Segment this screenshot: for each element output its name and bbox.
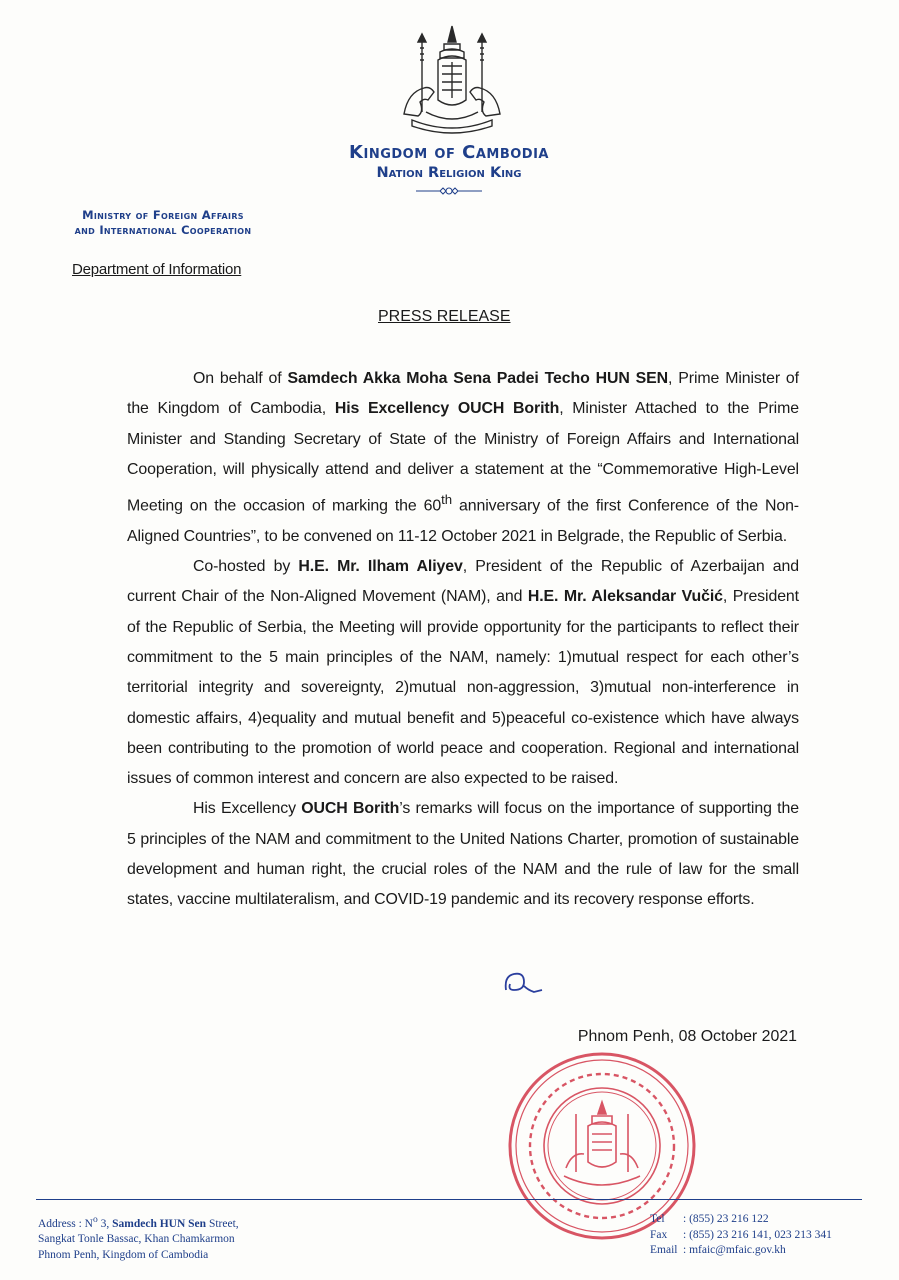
address-line-2: Sangkat Tonle Bassac, Khan Chamkarmon (38, 1233, 235, 1246)
royal-emblem-icon (392, 22, 512, 134)
footer-divider (36, 1199, 862, 1200)
contact-fax: Fax : (855) 23 216 141, 023 213 341 (650, 1228, 832, 1241)
ornament-divider-icon (414, 186, 484, 196)
paragraph-2: Co-hosted by H.E. Mr. Ilham Aliyev, President of the Republic of Azerbaijan and current Chair of the Non-Aligned Movement (NAM), and H.E. Mr. Aleksandar Vučić, President of the Republic of Serbia, the Meeting will provide opportunity for the participants to reflect their commitment to the 5 main principles of the NAM, namely: 1)mutual respect for each other’s territorial integrity and sovereignty, 2)mutual non-aggression, 3)mutual non-interference in domestic affairs, 4)equality and mutual benefit and 5)peaceful co-existence which have always been contributing to the promotion of world peace and cooperation. Regional and international issues of common interest and concern are also expected to be raised. (127, 558, 799, 788)
department-name: Department of Information (72, 261, 242, 278)
paragraph-1: On behalf of Samdech Akka Moha Sena Padei Techo HUN SEN, Prime Minister of the Kingdom of Cambodia, His Excellency OUCH Borith, Minister Attached to the Prime Minister and Standing Secretary of State of the Ministry of Foreign Affairs and International Cooperation, will physically attend and deliver a statement at the “Commemorative High-Level Meeting on the occasion of marking the 60th anniversary of the first Conference of the Non-Aligned Countries”, to be convened on 11-12 October 2021 in Belgrade, the Republic of Serbia. (127, 370, 799, 545)
paragraph-3: His Excellency OUCH Borith’s remarks will focus on the importance of supporting the 5 principles of the NAM and commitment to the United Nations Charter, promotion of sustainable development and human right, the crucial roles of the NAM and the rule of law for the small states, vaccine multilateralism, and COVID-19 pandemic and its recovery response efforts. (127, 800, 799, 909)
national-motto: Nation Religion King (376, 165, 522, 181)
signature-icon (500, 968, 544, 998)
kingdom-name: Kingdom of Cambodia (349, 142, 549, 163)
contact-tel: Tel : (855) 23 216 122 (650, 1213, 769, 1225)
ministry-line-2: and International Cooperation (74, 223, 252, 237)
footer-contact (650, 1212, 885, 1259)
contact-email: Email : mfaic@mfaic.gov.kh (650, 1244, 786, 1256)
document-title: PRESS RELEASE (378, 308, 511, 325)
kingdom-header (250, 142, 648, 181)
ministry-line-1: Ministry of Foreign Affairs (82, 208, 244, 222)
footer-address (38, 1212, 338, 1263)
address-line-1: Address : $N^o$ 3, Samdech HUN Sen Street, (38, 1214, 239, 1230)
ministry-name (38, 208, 288, 238)
place-and-date: Phnom Penh, 08 October 2021 (577, 1028, 797, 1045)
press-release-body (127, 364, 799, 916)
address-line-3: Phnom Penh, Kingdom of Cambodia (38, 1248, 209, 1261)
